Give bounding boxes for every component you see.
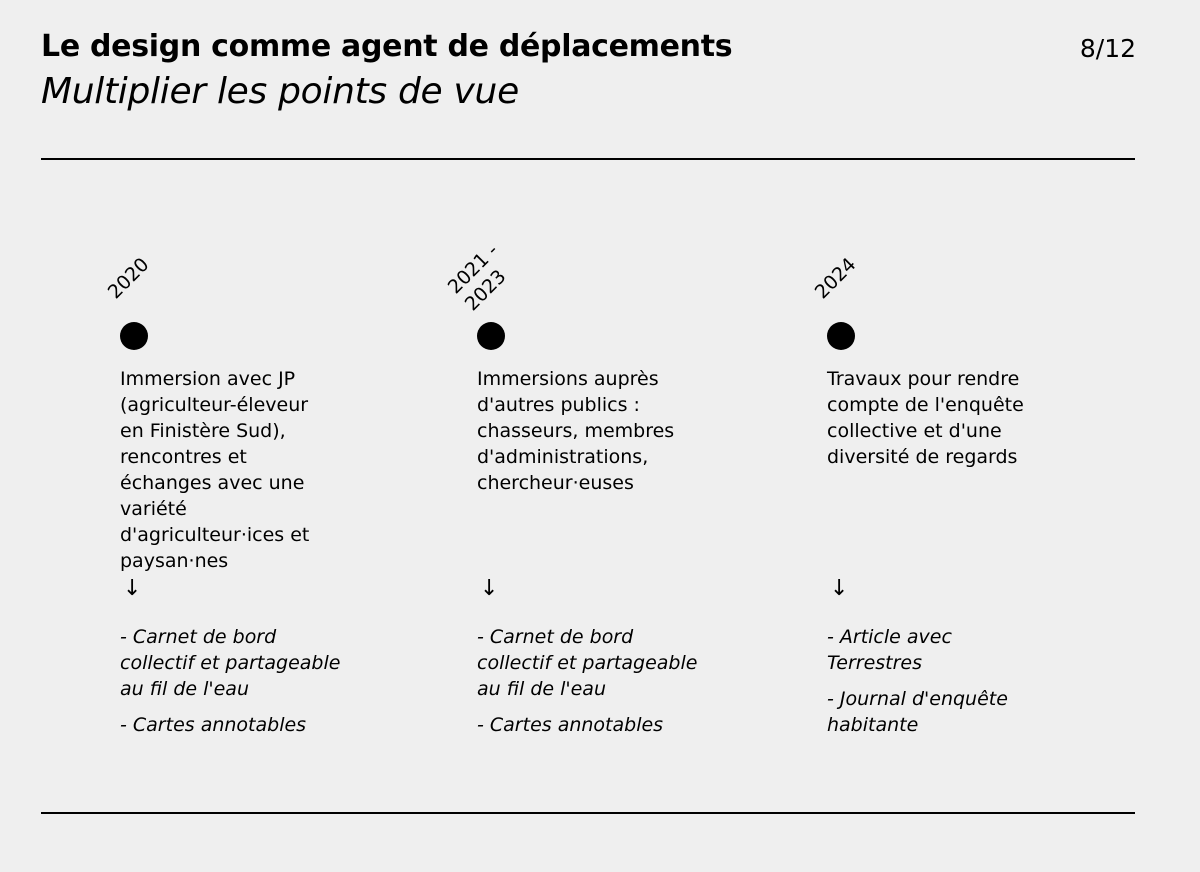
page-subtitle: Multiplier les points de vue [41,71,519,112]
timeline-entry-2024 [810,230,1117,748]
timeline-output: - Article avec Terrestres [827,626,952,674]
timeline-description: Immersions auprès d'autres publics : chasseurs, membres d'administrations, chercheur·euses [477,368,675,494]
timeline-output: - Carnet de bord collectif et partageable au fil de l'eau [120,626,341,700]
page-title: Le design comme agent de déplacements [41,29,733,64]
timeline-output: - Cartes annotables [477,714,664,736]
down-arrow-icon: ↓ [123,576,142,601]
top-divider [41,158,1135,160]
timeline-entry-2021-2023 [443,230,767,748]
down-arrow-icon: ↓ [480,576,499,601]
timeline-output: - Carnet de bord collectif et partageable au fil de l'eau [477,626,698,700]
down-arrow-icon: ↓ [830,576,849,601]
timeline-output: - Journal d'enquête habitante [827,688,1008,736]
timeline-entry-2020 [103,230,410,748]
timeline-dot [477,322,505,350]
timeline-output: - Cartes annotables [120,714,307,736]
timeline-dot [120,322,148,350]
timeline-year: 2021 - 2023 [443,239,511,316]
timeline-year: 2020 [103,253,154,304]
bottom-divider [41,812,1135,814]
timeline-description: Travaux pour rendre compte de l'enquête collective et d'une diversité de regards [827,368,1024,468]
timeline-dot [827,322,855,350]
page-number: 8/12 [1079,34,1136,63]
timeline-description: Immersion avec JP (agriculteur-éleveur en Finistère Sud), rencontres et échanges avec une variété d'agriculteur·ices et paysan·nes [120,368,310,572]
timeline-year: 2024 [810,253,861,304]
